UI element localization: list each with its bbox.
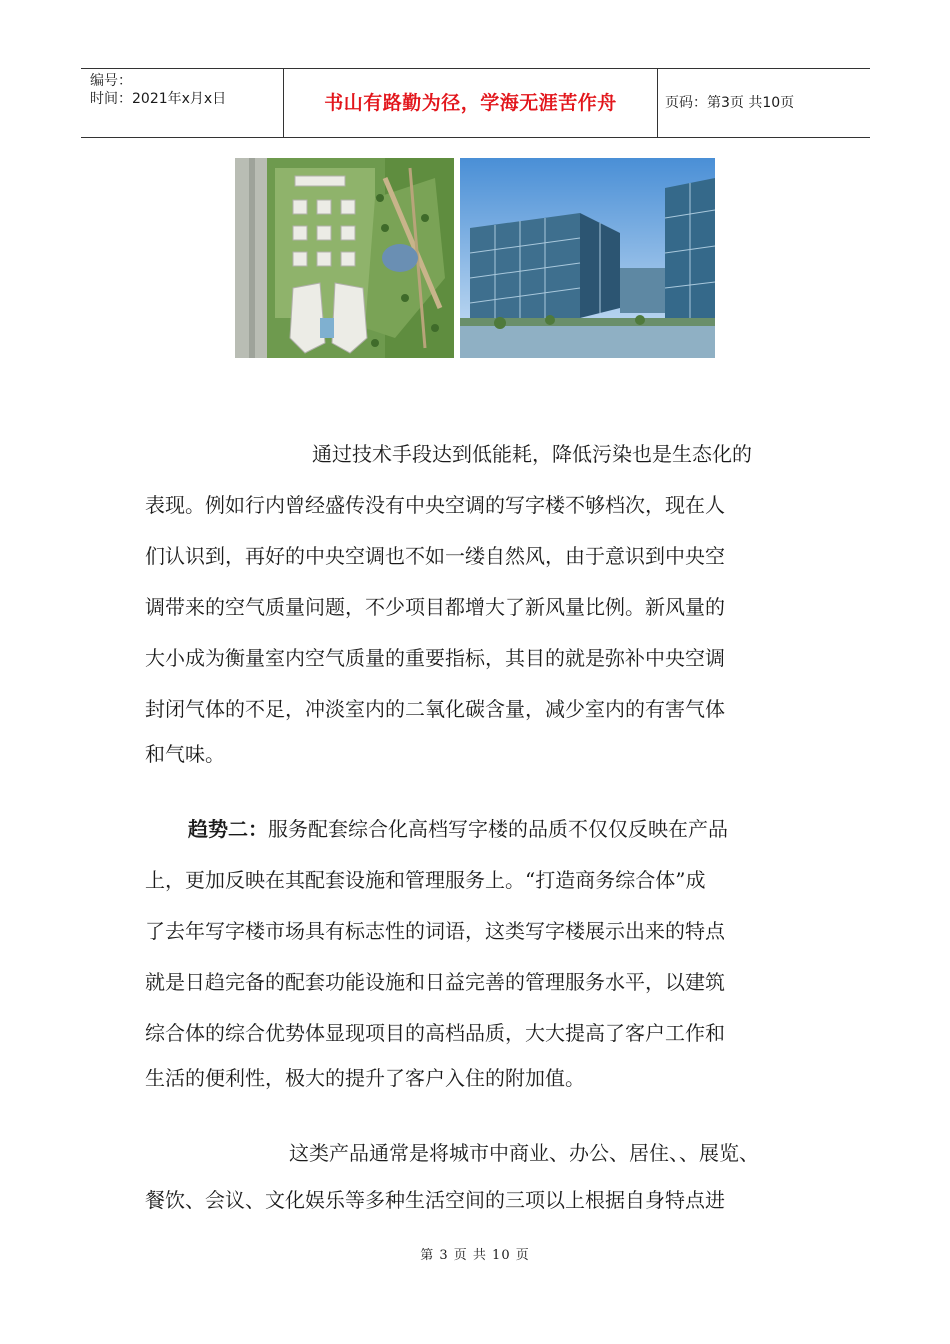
paragraph2-first-line-text: 服务配套综合化高档写字楼的品质不仅仅反映在产品 [268, 817, 728, 841]
paragraph1-line-5: 大小成为衡量室内空气质量的重要指标，其目的就是弥补中央空调 [145, 646, 725, 670]
header-page-code: 页码：第3页 共10页 [665, 95, 795, 111]
paragraph2-line-2: 上，更加反映在其配套设施和管理服务上。“打造商务综合体”成 [145, 868, 706, 892]
document-header [81, 68, 870, 138]
number-label: 编号： [90, 73, 132, 89]
paragraph1-line-1: 通过技术手段达到低能耗，降低污染也是生态化的 [312, 442, 752, 466]
paragraph1-line-7: 和气味。 [145, 742, 225, 766]
paragraph2-line-1 [188, 804, 728, 856]
time-label: 时间：2021年x月x日 [90, 91, 227, 107]
header-motto: 书山有路勤为径，学海无涯苦作舟 [284, 69, 658, 137]
trend-two-heading: 趋势二： [188, 817, 268, 841]
paragraph3-line-1: 这类产品通常是将城市中商业、办公、居住、、展览、 [289, 1141, 759, 1165]
header-meta-cell [81, 69, 284, 137]
office-building-image [460, 158, 715, 358]
page-footer: 第 3 页 共 10 页 [420, 1248, 530, 1263]
paragraph1-line-2: 表现。例如行内曾经盛传没有中央空调的写字楼不够档次，现在人 [145, 493, 725, 517]
paragraph2-line-3: 了去年写字楼市场具有标志性的词语，这类写字楼展示出来的特点 [145, 919, 725, 943]
paragraph1-line-4: 调带来的空气质量问题，不少项目都增大了新风量比例。新风量的 [145, 595, 725, 619]
paragraph1-line-6: 封闭气体的不足，冲淡室内的二氧化碳含量，减少室内的有害气体 [145, 697, 725, 721]
paragraph3-line-2: 餐饮、会议、文化娱乐等多种生活空间的三项以上根据自身特点进 [145, 1188, 725, 1212]
site-plan-image [235, 158, 454, 358]
paragraph2-line-6: 生活的便利性，极大的提升了客户入住的附加值。 [145, 1066, 585, 1090]
paragraph2-line-4: 就是日趋完备的配套功能设施和日益完善的管理服务水平，以建筑 [145, 970, 725, 994]
paragraph2-line-5: 综合体的综合优势体显现项目的高档品质，大大提高了客户工作和 [145, 1021, 725, 1045]
paragraph1-line-3: 们认识到，再好的中央空调也不如一缕自然风，由于意识到中央空 [145, 544, 725, 568]
